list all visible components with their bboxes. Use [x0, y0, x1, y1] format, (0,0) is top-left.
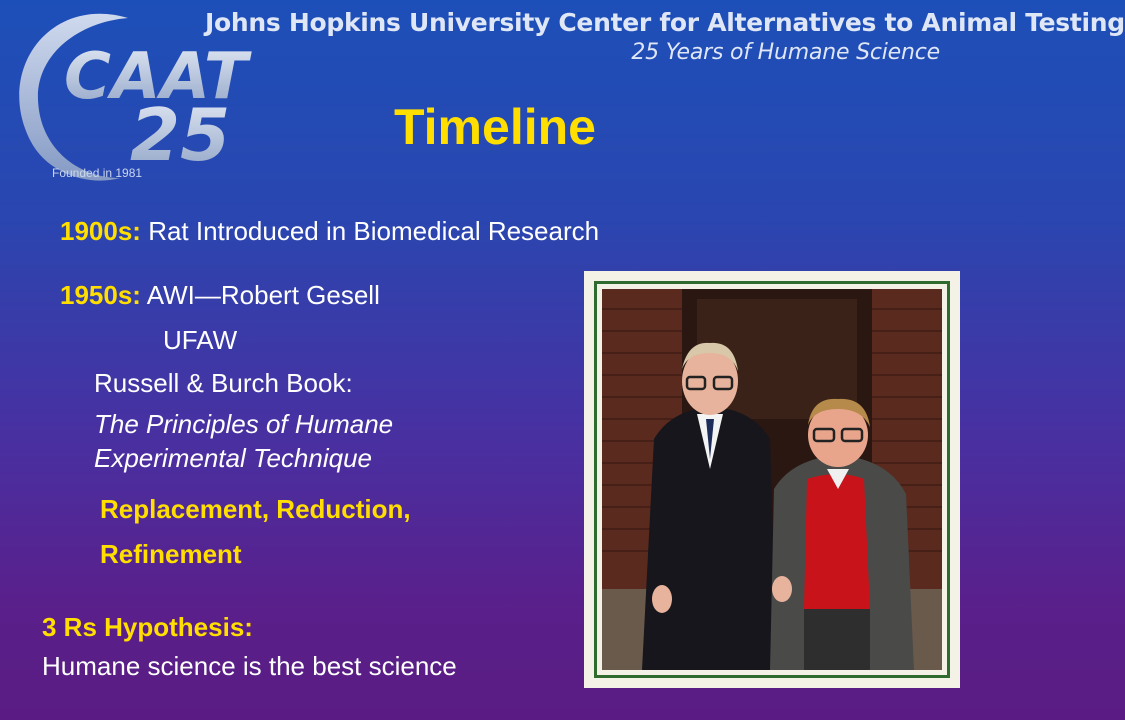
caat25-logo — [0, 0, 260, 190]
timeline-1900s — [60, 216, 599, 247]
book-title-line2: Experimental Technique — [94, 443, 372, 473]
russell-burch-photo — [602, 289, 942, 670]
logo-letters: CAAT — [64, 40, 248, 114]
timeline-text: AWI—Robert Gesell — [140, 280, 380, 310]
timeline-text: Rat Introduced in Biomedical Research — [140, 216, 600, 246]
hypothesis-text: Humane science is the best science — [42, 651, 457, 681]
russell-burch-text: Russell & Burch Book: — [94, 368, 353, 398]
slide-title: Timeline — [394, 99, 596, 155]
logo-number: 25 — [130, 93, 231, 177]
ufaw-text: UFAW — [163, 325, 238, 355]
hypothesis-label: 3 Rs Hypothesis: — [42, 612, 253, 642]
year-label: 1950s: — [60, 280, 141, 310]
logo-founded-text: Founded in 1981 — [52, 166, 143, 180]
timeline-1950s — [60, 280, 380, 311]
header-title: Johns Hopkins University Center for Alternatives to Animal Testing — [205, 8, 1125, 37]
photo-frame — [584, 271, 960, 688]
three-rs-line2: Refinement — [100, 539, 242, 569]
year-label: 1900s: — [60, 216, 141, 246]
book-title-line1: The Principles of Humane — [94, 409, 394, 439]
header-subtitle: 25 Years of Humane Science — [631, 40, 940, 65]
three-rs-line1: Replacement, Reduction, — [100, 494, 411, 524]
